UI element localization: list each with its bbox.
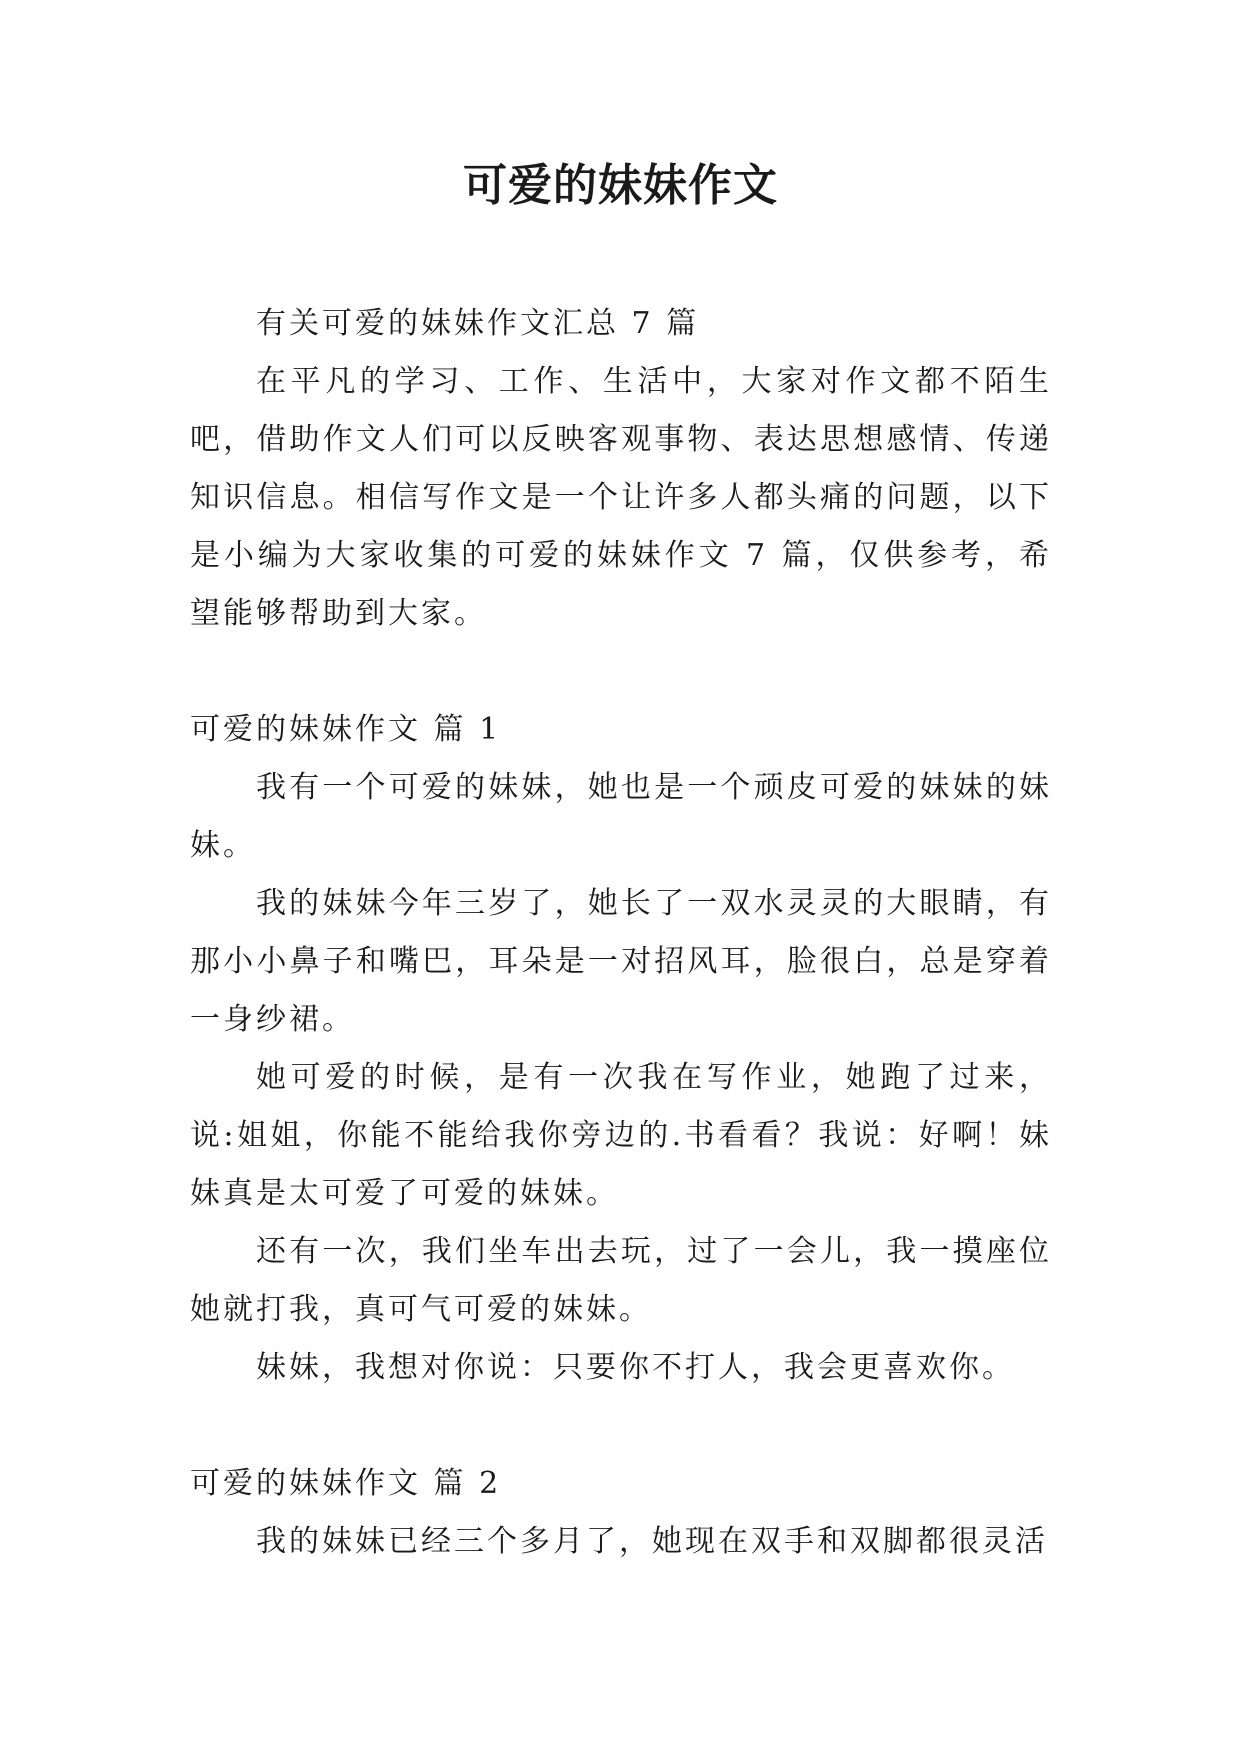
section-heading-2: 可爱的妹妹作文 篇 2 xyxy=(190,1466,502,1501)
section-1-paragraph-4: 还有一次，我们坐车出去玩，过了一会儿，我一摸座位她就打我，真可气可爱的妹妹。 xyxy=(190,1234,1052,1327)
intro-paragraph: 在平凡的学习、工作、生活中，大家对作文都不陌生吧，借助作文人们可以反映客观事物、表达思想感情、传递知识信息。相信写作文是一个让许多人都头痛的问题，以下是小编为大家收集的可爱的妹妹作文 7 篇，仅供参考，希望能够帮助到大家。 xyxy=(190,364,1052,631)
section-1-paragraph-1: 我有一个可爱的妹妹，她也是一个顽皮可爱的妹妹的妹妹。 xyxy=(190,770,1052,863)
section-1-paragraph-2: 我的妹妹今年三岁了，她长了一双水灵灵的大眼睛，有那小小鼻子和嘴巴，耳朵是一对招风耳，脸很白，总是穿着一身纱裙。 xyxy=(190,886,1052,1037)
document-body xyxy=(190,295,1052,1571)
section-2-paragraph-1: 我的妹妹已经三个多月了，她现在双手和双脚都很灵活 xyxy=(256,1524,1048,1559)
section-heading-1: 可爱的妹妹作文 篇 1 xyxy=(190,712,502,747)
section-1-paragraph-5: 妹妹，我想对你说：只要你不打人，我会更喜欢你。 xyxy=(256,1350,1015,1385)
intro-heading: 有关可爱的妹妹作文汇总 7 篇 xyxy=(256,306,700,341)
section-1-paragraph-3: 她可爱的时候，是有一次我在写作业，她跑了过来，说:姐姐，你能不能给我你旁边的.书看看？我说：好啊！妹妹真是太可爱了可爱的妹妹。 xyxy=(190,1060,1052,1211)
document-title: 可爱的妹妹作文 xyxy=(463,160,778,211)
